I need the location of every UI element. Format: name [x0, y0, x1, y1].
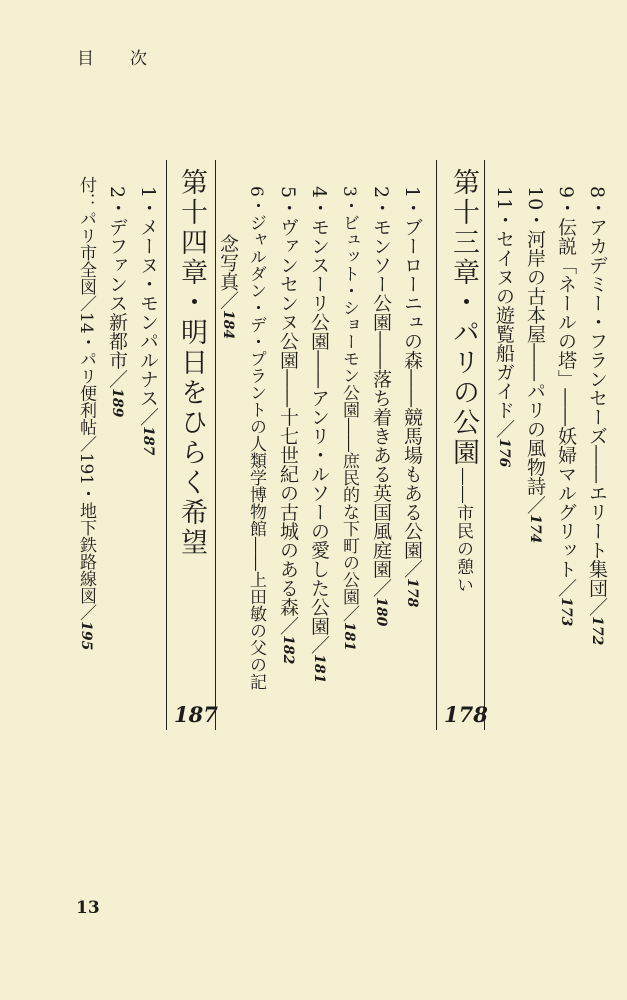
toc-entry-10	[525, 186, 544, 543]
chapter-13-title	[450, 168, 477, 594]
entry-page: 174	[527, 514, 543, 544]
entry-text: 6・ジャルダン・デ・プラントの人類学博物館――上田敏の父の記	[246, 186, 266, 690]
toc-entry-13-5	[278, 186, 297, 664]
entry-text: 2・デファンス新都市／	[106, 186, 128, 389]
chapter-title: 第十四章・明日をひらく希望	[176, 168, 207, 558]
chapter-divider	[484, 160, 485, 730]
toc-entry-9	[556, 186, 575, 626]
entry-page: 181	[311, 654, 327, 684]
entry-text: 付：パリ市全図／14・パリ便利帖／191・地下鉄路線図／	[76, 176, 96, 622]
chapter-14-title	[178, 168, 205, 558]
toc-entry-13-6	[247, 186, 264, 690]
entry-page: 182	[280, 635, 296, 665]
chapter-divider	[166, 160, 167, 730]
entry-page: 172	[589, 616, 605, 646]
toc-entry-8	[587, 186, 606, 645]
toc-entry-14-2	[107, 186, 126, 417]
entry-text: 1・メーヌ・モンパルナス／	[137, 186, 159, 427]
entry-text: 1・ブーローニュの森――競馬場もある公園／	[401, 186, 423, 579]
toc-entry-14-1	[138, 186, 157, 455]
chapter-divider	[436, 160, 437, 730]
entry-text: 4・モンスーリ公園――アンリ・ルソーの愛した公園／	[308, 186, 330, 655]
toc-entry-13-6-cont	[218, 234, 237, 339]
page-header: 目次	[77, 49, 183, 69]
entry-text: 10・河岸の古本屋――パリの風物詩／	[524, 186, 546, 515]
chapter-title: 第十三章・パリの公園	[448, 168, 479, 468]
toc-entry-11	[494, 186, 513, 467]
chapter-divider	[215, 160, 216, 730]
toc-appendix	[77, 176, 94, 650]
entry-page: 173	[558, 597, 574, 627]
toc-entry-13-4	[309, 186, 328, 683]
chapter-subtitle: ――市民の憩い	[453, 468, 473, 594]
entry-text: 11・セイヌの遊覧船ガイド／	[493, 186, 515, 439]
entry-page: 184	[220, 310, 236, 340]
entry-page: 187	[140, 426, 156, 456]
entry-text: 9・伝説「ネールの塔」――妖婦マルグリット／	[555, 186, 577, 598]
entry-text: 8・アカデミー・フランセーズ――エリート集団／	[586, 186, 608, 617]
entry-page: 189	[109, 388, 125, 418]
entry-page: 195	[78, 621, 94, 651]
chapter-13-page: 178	[444, 702, 488, 727]
entry-page: 176	[496, 438, 512, 468]
entry-text: 2・モンソー公園――落ち着きある英国風庭園／	[370, 186, 392, 598]
entry-page: 178	[404, 578, 420, 608]
entry-page: 181	[341, 621, 357, 652]
toc-entry-13-3	[340, 186, 357, 651]
entry-page: 180	[373, 597, 389, 627]
entry-text: 念写真／	[217, 234, 239, 310]
entry-text: 3・ビュット・ショーモン公園――庶民的な下町の公園／	[339, 186, 359, 622]
entry-text: 5・ヴァンセンヌ公園――十七世紀の古城のある森／	[277, 186, 299, 636]
chapter-14-page: 187	[174, 702, 218, 727]
toc-entry-13-2	[371, 186, 390, 626]
page-number: 13	[76, 898, 100, 918]
toc-entry-13-1	[402, 186, 421, 607]
